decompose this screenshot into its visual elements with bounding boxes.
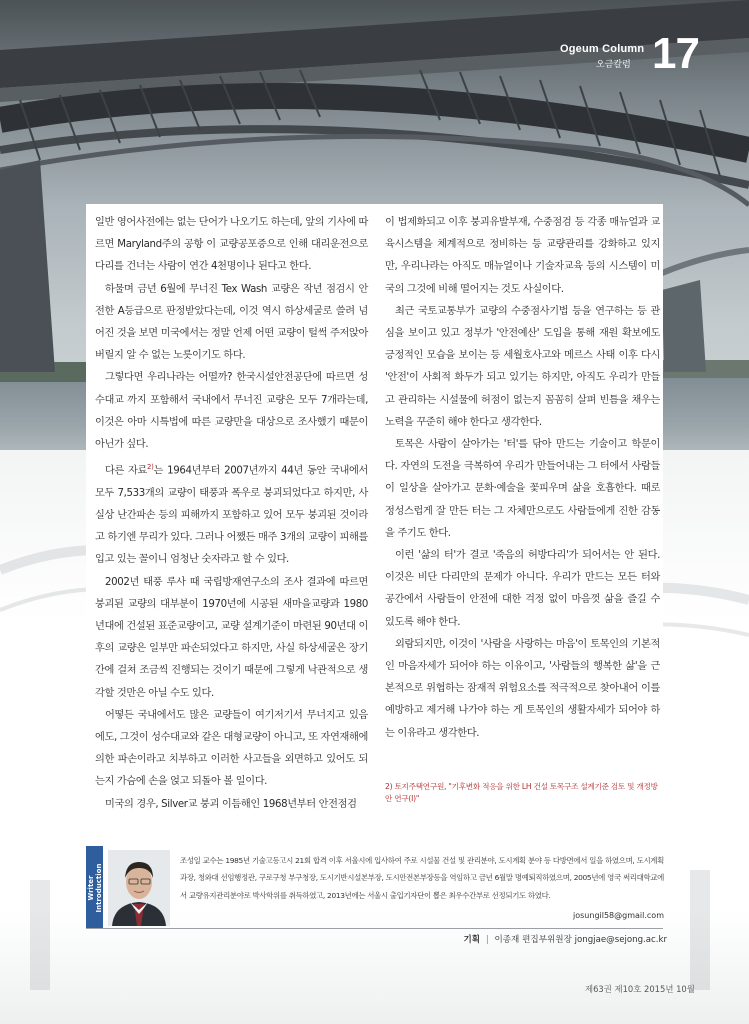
editor-credit [463, 933, 667, 945]
paragraph: 어떻든 국내에서도 많은 교량들이 여기저기서 무너지고 있음에도, 그것이 성수대교와 같은 대형교량이 아니고, 또 자연재해에 의한 파손이라고 치부하고 이러한 사고들을 외면하고 있어도 되는지 가슴에 손을 얹고 되돌아 볼 일이다. [95, 709, 368, 788]
paragraph-lead: 다른 자료 [105, 465, 148, 477]
author-photo [108, 850, 170, 926]
right-column [385, 212, 660, 745]
author-email: josungil58@gmail.com [573, 911, 664, 920]
writer-tab [86, 846, 103, 928]
paragraph: 일반 영어사전에는 없는 단어가 나오기도 하는데, 앞의 기사에 따르면 Maryland주의 공항 이 교량공포증으로 인해 대리운전으로 다리를 건너는 사람이 연간 4천명이나 된다고 한다. [95, 217, 368, 273]
paragraph: 이런 '삶의 터'가 결코 '죽음의 허방다리'가 되어서는 안 된다. 이것은 비단 다리만의 문제가 아니다. 우리가 만드는 모든 터와 공간에서 사람들이 안전에 대한 걱정 없이 마음껏 삶을 즐길 수 있도록 해야 한다. [385, 550, 660, 628]
paragraph: 하물며 금년 6월에 무너진 Tex Wash 교량은 작년 점검시 안전한 A등급으로 판정받았다는데, 이것 역시 하상세굴로 쓸려 넘어진 것을 보면 미국에서는 정말 언제 어떤 교량이 털썩 주저앉아 버릴지 알 수 없는 노릇이기도 하다. [95, 283, 368, 362]
paragraph: 토목은 사람이 살아가는 '터'를 닦아 만드는 기술이고 학문이다. 자연의 도전을 극복하여 우리가 만들어내는 그 터에서 사람들이 일상을 살아가고 문화·예술을 꽃피우며 삶을 호흡한다. 때로 정성스럽게 잘 만든 터는 그 자체만으로도 사람들에게 진한 감동을 주기도 한다. [385, 439, 660, 539]
paragraph [95, 456, 368, 571]
editor-label: 기획 [463, 935, 481, 945]
editor-separator: | [485, 935, 489, 945]
page-number: 17 [652, 29, 699, 78]
editor-text: 이종재 편집부위원장 jongjae@sejong.ac.kr [494, 935, 667, 945]
paragraph: 2002년 태풍 루사 때 국립방재연구소의 조사 결과에 따르면 붕괴된 교량의 대부분이 1970년에 시공된 새마을교량과 1980년대에 건설된 표준교량이고, 교량 설계기준이 마련된 90년대 이후의 교량은 일부만 파손되었다고 하지만, 사실 하상세굴은 장기간에 걸쳐 조금씩 진행되는 것이기 때문에 그렇게 낙관적으로 생각할 것만은 아닐 수도 있다. [95, 576, 368, 699]
footnote-marker: 2) [147, 463, 154, 472]
writer-tab-label: Writer Introduction [87, 863, 103, 913]
author-bio: 조성일 교수는 1985년 기술고등고시 21회 합격 이후 서울시에 입사하여 주로 시설물 건설 및 관리분야, 도시계획 분야 등 다방면에서 일을 하였으며, 도시계획과장, 청와대 선임행정관, 구로구청 부구청장, 도시기반시설본부장, 도시안전본부장등을 역임하고 금년 6월말 명예퇴직하였으며, 2005년에 영국 써리대학교에서 교량유지관리분야로 박사학위를 취득하였고, 2013년에는 서울시 출입기자단이 뽑은 최우수간부로 선정되기도 하였다. [180, 856, 664, 900]
paragraph: 외람되지만, 이것이 '사람을 사랑하는 마음'이 토목인의 기본적인 마음자세가 되어야 하는 이유이고, '사람들의 행복한 삶'을 근본적으로 위협하는 잠재적 위험요소를 적극적으로 찾아내어 이를 예방하고 제거해 나가야 하는 게 토목인의 생활자세가 되어야 하는 이유라고 생각한다. [385, 638, 660, 739]
left-column [95, 212, 368, 816]
footnote: 2) 토지주택연구원, "기후변화 적응을 위한 LH 건설 토목구조 설계기준 검토 및 개정방안 연구(Ⅰ)" [385, 782, 658, 803]
author-portrait [108, 850, 170, 926]
paragraph: 최근 국토교통부가 교량의 수중점사기법 등을 연구하는 등 관심을 보이고 있고 정부가 '안전예산' 도입을 통해 재원 확보에도 긍정적인 모습을 보이는 등 세월호사고와 메르스 사태 이후 다시 '안전'이 사회적 화두가 되고 있기는 하지만, 아직도 우리가 만들고 관리하는 시설물에 허점이 없는지 꼼꼼히 살펴 빈틈을 채우는 노력을 꾸준히 해야 한다고 생각한다. [385, 305, 660, 428]
paragraph: 미국의 경우, Silver교 붕괴 이듬해인 1968년부터 안전점검 [105, 798, 357, 810]
column-subtitle: 오금칼럼 [596, 60, 631, 70]
paragraph: 이 법제화되고 이후 붕괴유발부재, 수중점검 등 각종 매뉴얼과 교육시스템을 체계적으로 정비하는 등 교량관리를 강화하고 있지만, 우리나라는 아직도 매뉴얼이나 기술자교육 등의 시스템이 미국의 그것에 비해 떨어지는 것도 사실이다. [385, 217, 660, 295]
issue-info: 제63권 제10호 2015년 10월 [585, 984, 695, 994]
divider [86, 928, 663, 929]
column-title: Ogeum Column [560, 43, 645, 55]
paragraph-body: 는 1964년부터 2007년까지 44년 동안 국내에서 모두 7,533개의 교량이 태풍과 폭우로 붕괴되었다고 하지만, 사실상 난간파손 등의 피해까지 포함하고 있어 모두 붕괴된 것이라고 하기엔 무리가 있다. 그러나 어쨌든 매주 3개의 교량이 피해를 입고 있는 꼴이니 엄청난 숫자라고 할 수 있다. [95, 465, 368, 566]
paragraph: 그렇다면 우리나라는 어떨까? 한국시설안전공단에 따르면 성수대교 까지 포함해서 국내에서 무너진 교량은 모두 7개라는데, 이것은 아마 시특법에 따른 교량만을 대상으로 조사했기 때문이 아닌가 싶다. [95, 372, 368, 451]
